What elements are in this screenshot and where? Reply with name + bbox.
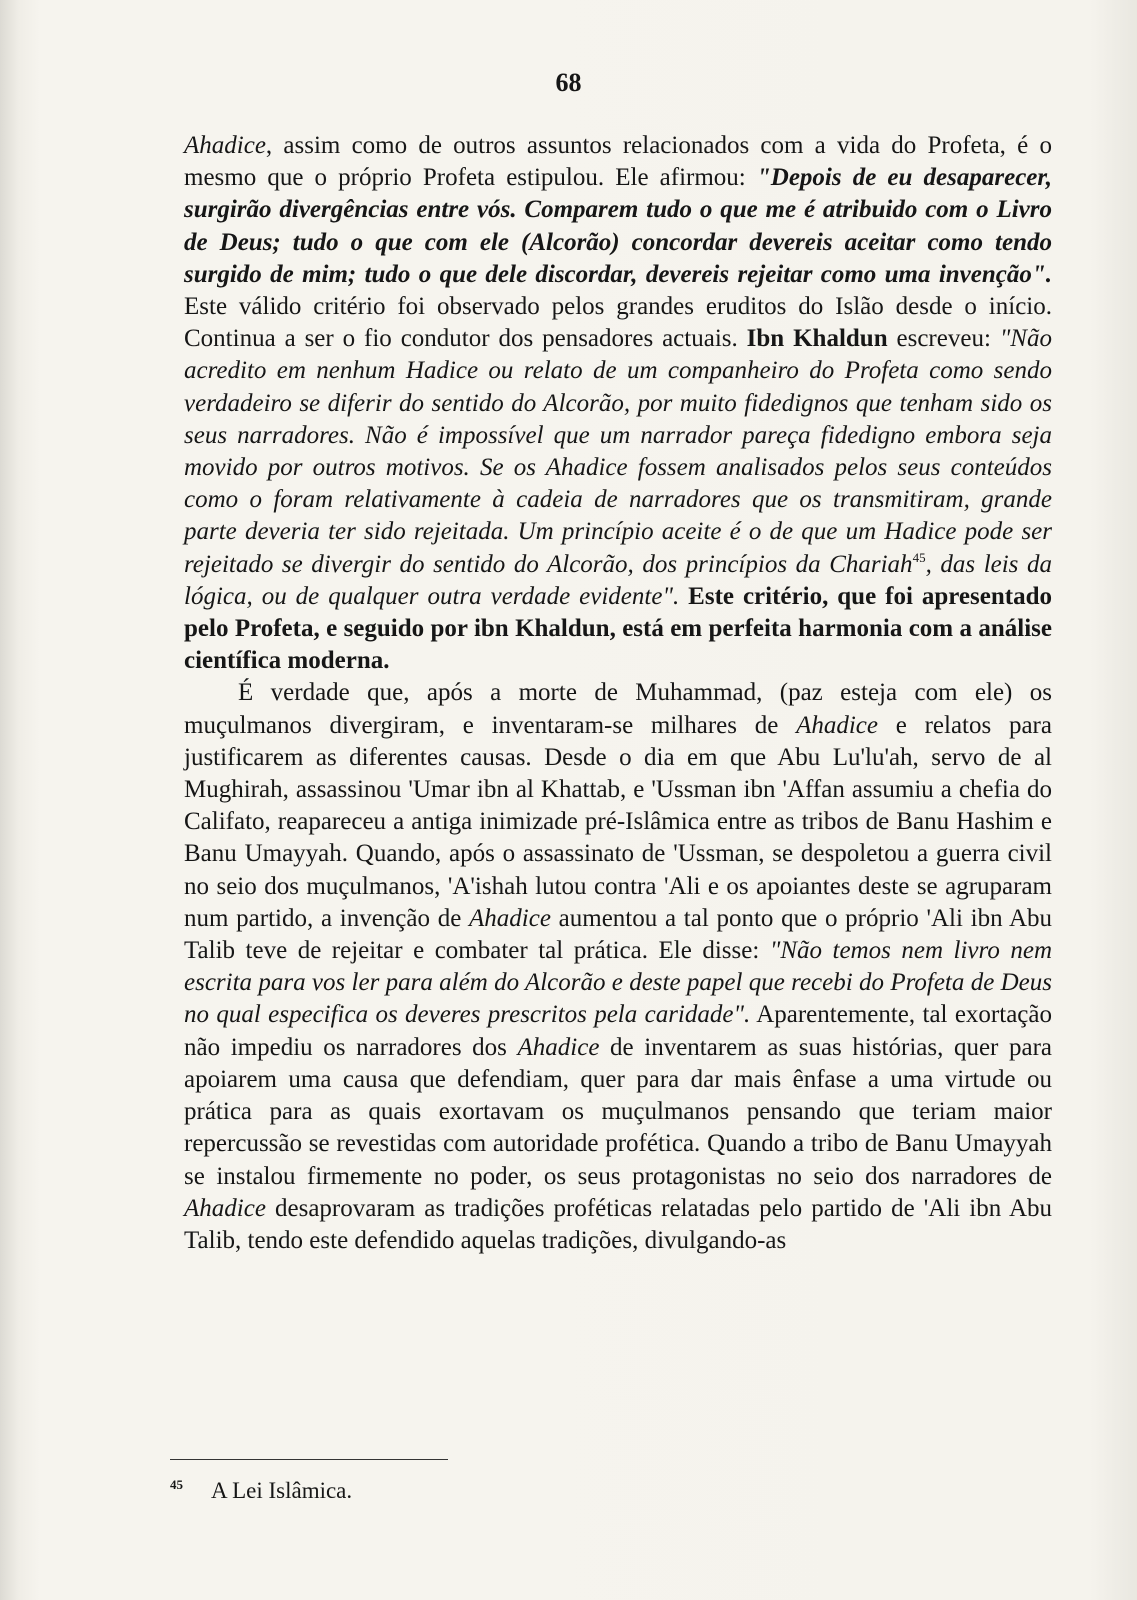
paragraph-1: Ahadice, assim como de outros assuntos relacionados com a vida do Profeta, é o mesmo que o próprio Profeta estipulou. Ele afirmou: "Depois de eu desaparecer, surgirão divergências entre vós. Comparem tudo o que me é atribuido com o Livro de Deus; tudo o que com ele (Alcorão) concordar devereis aceitar como tendo surgido de mim; tudo o que dele discordar, devereis rejeitar como uma invenção". Este válido critério foi observado pelos grandes eruditos do Islão desde o início. Continua a ser o fio condutor dos pensadores actuais. Ibn Khaldun escreveu: "Não acredito em nenhum Hadice ou relato de um companheiro do Profeta como sendo verdadeiro se diferir do sentido do Alcorão, por muito fidedignos que tenham sido os seus narradores. Não é impossível que um narrador pareça fidedigno embora seja movido por outros motivos. Se os Ahadice fossem analisados pelos seus conteúdos como o foram relativamente à cadeia de narradores que os transmitiram, grande parte deveria ter sido rejeitada. Um princípio aceite é o de que um Hadice pode ser rejeitado se divergir do sentido do Alcorão, dos princípios da Chariah$^{45}$, das leis da lógica, ou de qualquer outra verdade evidente". Este critério, que foi apresentado pelo Profeta, e seguido por ibn Khaldun, está em perfeita harmonia com a análise científica moderna.	[184, 132, 1052, 675]
footnote-text: A Lei Islâmica.	[211, 1478, 353, 1503]
term-ahadice: Ahadice	[184, 1194, 266, 1222]
body-text	[184, 130, 1052, 1257]
footnote-divider	[170, 1459, 448, 1460]
footnote-number: 45	[170, 1477, 183, 1492]
ibn-khaldun-quote: "Não acredito em nenhum Hadice ou relato de um companheiro do Profeta como sendo verdadeiro se diferir do sentido do Alcorão, por muito fidedignos que tenham sido os seus narradores. Não é impossível que um narrador pareça fidedigno embora seja movido por outros motivos. Se os Ahadice fossem analisados pelos seus conteúdos como o foram relativamente à cadeia de narradores que os transmitiram, grande parte deveria ter sido rejeitada. Um princípio aceite é o de que um Hadice pode ser rejeitado se divergir do sentido do Alcorão, dos princípios da Chariah	[184, 325, 1052, 578]
term-ahadice: Ahadice	[469, 904, 551, 932]
term-ahadice: Ahadice	[796, 711, 878, 739]
footnote-ref: 45	[912, 549, 926, 565]
ali-quote: "Não temos nem livro nem escrita para vos ler para além do Alcorão e deste papel que recebi do Profeta de Deus no qual especifica os deveres prescritos pela caridade".	[184, 937, 1052, 1029]
footnote	[170, 1477, 352, 1504]
emphasis-conclusion: Este critério, que foi apresentado pelo Profeta, e seguido por ibn Khaldun, está em perfeita harmonia com a análise científica moderna.	[184, 582, 1052, 675]
term-ahadice: Ahadice	[517, 1033, 600, 1061]
page-number: 68	[555, 68, 582, 97]
prophet-quote: "Depois de eu desaparecer, surgirão divergências entre vós. Comparem tudo o que me é atribuido com o Livro de Deus; tudo o que com ele (Alcorão) concordar devereis aceitar como tendo surgido de mim; tudo o que dele discordar, devereis rejeitar como uma invenção".	[184, 164, 1052, 288]
term-ahadice: Ahadice	[184, 132, 266, 159]
name-ibn-khaldun: Ibn Khaldun	[746, 325, 888, 353]
paragraph-2: É verdade que, após a morte de Muhammad, (paz esteja com ele) os muçulmanos divergiram, e inventaram-se milhares de Ahadice e relatos para justificarem as diferentes causas. Desde o dia em que Abu Lu'lu'ah, servo de al Mughirah, assassinou 'Umar ibn al Khattab, e 'Ussman ibn 'Affan assumiu a chefia do Califato, reapareceu a antiga inimizade pré-Islâmica entre as tribos de Banu Hashim e Banu Umayyah. Quando, após o assassinato de 'Ussman, se despoletou a guerra civil no seio dos muçulmanos, 'A'ishah lutou contra 'Ali e os apoiantes deste se agruparam num partido, a invenção de Ahadice aumentou a tal ponto que o próprio 'Ali ibn Abu Talib teve de rejeitar e combater tal prática. Ele disse: "Não temos nem livro nem escrita para vos ler para além do Alcorão e deste papel que recebi do Profeta de Deus no qual especifica os deveres prescritos pela caridade". Aparentemente, tal exortação não impediu os narradores dos Ahadice de inventarem as suas histórias, quer para apoiarem uma causa que defendiam, quer para dar mais ênfase a uma virtude ou prática para as quais exortavam os muçulmanos pensando que teriam maior repercussão se revestidas com autoridade profética. Quando a tribo de Banu Umayyah se instalou firmemente no poder, os seus protagonistas no seio dos narradores de Ahadice desaprovaram as tradições proféticas relatadas pelo partido de 'Ali ibn Abu Talib, tendo este defendido aquelas tradições, divulgando-as	[184, 679, 1052, 1254]
